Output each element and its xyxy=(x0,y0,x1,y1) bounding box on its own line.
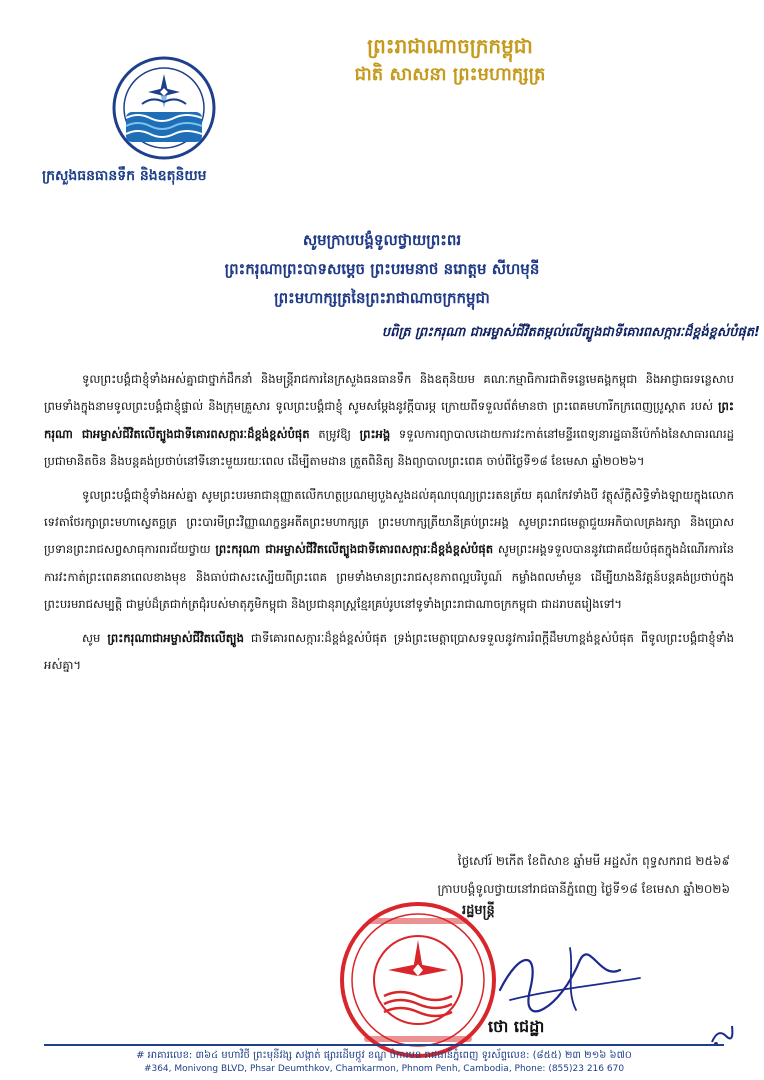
ministry-logo xyxy=(112,56,216,160)
footer-address-en: #364, Monivong BLVD, Phsar Deumthkov, Chamkarmon, Phnom Penh, Cambodia, Phone: (855)23 216 670 xyxy=(143,1064,625,1074)
p1-bold-2: ព្រះអង្គ xyxy=(359,426,391,441)
p3-bold: ព្រះករុណាជាអម្ចាស់ជីវិតលើត្បូង xyxy=(107,630,244,645)
salutation: បពិត្រ ព្រះករុណា ជាអម្ចាស់ជីវិតតម្កល់លើត្បូងជាទីគោរពសក្ការៈដ៏ខ្ពង់ខ្ពស់បំផុត! xyxy=(381,325,760,340)
body-paragraph-2 xyxy=(44,482,734,619)
footer-divider xyxy=(44,1044,724,1046)
p1-bold-1: ព្រះករុណា ជាអម្ចាស់ជីវិតលើត្បូងជាទីគោរពសក្ការៈដ៏ខ្ពង់ខ្ពស់បំផុត xyxy=(44,399,734,441)
footer-address-kh: # អាគារលេខ: ៣៦៤ មហាវិថី ព្រះមុនីវង្ស សង្កាត់ ផ្សារដើមថ្កូវ ខណ្ឌ ចំការមន រាជធានីភ្នំពេញ ទូរស័ព្ទលេខ: (៨៥៥) ២៣ ២១៦ ៦៧០ xyxy=(136,1050,632,1061)
p3-text-a: សូម xyxy=(82,630,108,645)
handwritten-signature xyxy=(470,920,660,1030)
heading-line-2: ព្រះករុណាព្រះបាទសម្តេច ព្រះបរមនាថ នរោត្តម សីហមុនី xyxy=(224,260,540,278)
kingdom-title: ព្រះរាជាណាចក្រកម្ពុជា xyxy=(367,34,533,58)
p3-text-c: ជាទីគោរពសក្ការៈដ៏ខ្ពង់ខ្ពស់បំផុត ទ្រង់ព្រះមេត្តាប្រោសទទួលនូវការរំពក្តីដឹមហាខ្ពង់ខ្ពស់បំផុត ពីទូលព្រះបង្គំជាខ្ញុំទាំងអស់គ្នា។ xyxy=(44,630,734,673)
p2-text-c: សូមព្រះអង្គទទួលបាននូវជោគជ័យបំផុតក្នុងដំណើរការនៃការវះកាត់ព្រះពេគនាពេលខាងមុខ និងធាប់ជាសះស្បើយពីព្រះពេគ ព្រមទាំងមានព្រះរាជសុខភាពល្អបរិបូណ៍ កម្លាំងពលមាំមួន ដើម្បីយាងនិវត្តន៍បន្តគង់ប្រថាប់ក្នុងព្រះបរមរាជសម្បត្តិ ជាម្លប់ដ៏ត្រជាក់ត្រជុំរបស់មាតុភូមិកម្ពុជា និងប្រជានុរាស្ត្រខ្មែរគ្រប់រូបនៅទូទាំងព្រះរាជាណាចក្រកម្ពុជា ជាដរាបតរៀងទៅ។ xyxy=(44,542,735,612)
body-paragraph-3 xyxy=(44,625,734,680)
heading-line-1: សូមក្រាបបង្គំទូលថ្វាយព្រះពរ xyxy=(302,231,462,249)
letter-body xyxy=(44,366,734,679)
p1-text-c: តម្រូវឱ្យ xyxy=(309,426,360,441)
national-motto: ជាតិ សាសនា ព្រះមហាក្សត្រ xyxy=(354,64,546,85)
p1-text-d: ទទួលការព្យាបាលដោយការវះកាត់នៅមន្ទីរពេទ្យនារដ្ឋធានីប៉េកាំងនៃសាធារណរដ្ឋប្រជាមានិតចិន និងបន្តគង់ប្រថាប់នៅទីនោះមួយរយៈពេល ដើម្បីតាមដាន ត្រួតពិនិត្យ និងព្យាបាលព្រះពេគ ចាប់ពីថ្ងៃទី១៨ ខែមេសា ឆ្នាំ២០២៦។ xyxy=(44,426,734,469)
heading-line-3: ព្រះមហាក្សត្រនៃព្រះរាជាណាចក្រកម្ពុជា xyxy=(274,289,490,307)
lunar-date: ថ្ងៃសៅរ៍ ២កើត ខែពិសាខ ឆ្នាំមមី អដ្ឋស័ក ពុទ្ធសករាជ ២៥៦៩ xyxy=(457,854,730,868)
letter-heading xyxy=(70,226,694,313)
p1-text-a: ទូលព្រះបង្គំជាខ្ញុំទាំងអស់គ្នាជាថ្នាក់ដឹកនាំ និងមន្ត្រីរាជការនៃក្រសួងធនធានទឹក និងឧតុនិយម គណៈកម្មាធិការជាតិទន្លេមេគង្គកម្ពុជា និងអាជ្ញាធរទន្លេសាប ព្រមទាំងក្នុងនាមទូលព្រះបង្គំជាខ្ញុំផ្ទាល់ និងក្រុមគ្រួសារ ទូលព្រះបង្គំជាខ្ញុំ សូមសម្តែងនូវក្តីបារម្ភ ក្រោយពីទទួលព័ត៌មានថា ព្រះពេគមហារីកក្រពេញប្រូស្តាត របស់ xyxy=(44,372,734,414)
ministry-name: ក្រសួងធនធានទឹក និងឧតុនិយម xyxy=(42,168,207,184)
minister-name: ថោ ជេដ្ឋា xyxy=(488,1017,545,1036)
body-paragraph-1 xyxy=(44,366,734,476)
p2-bold-1: ព្រះករុណា ជាអម្ចាស់ជីវិតលើត្បូងជាទីគោរពសក្ការៈដ៏ខ្ពង់ខ្ពស់បំផុត xyxy=(215,542,494,557)
place-date: ក្រាបបង្គំទូលថ្វាយនៅរាជធានីភ្នំពេញ ថ្ងៃទី១៨ ខែមេសា ឆ្នាំ២០២៦ xyxy=(437,882,730,896)
p2-text-a: ទូលព្រះបង្គំជាខ្ញុំទាំងអស់គ្នា សូមព្រះបរមរាជានុញ្ញាតលើកហត្ថប្រណម្យបួងសួងដល់គុណបុណ្យព្រះរតនត្រ័យ គុណកែវទាំងបី វត្ថុស័ក្តិសិទ្ធិទាំងឡាយក្នុងលោក ទេវតាថែរក្សាព្រះមហាស្វេតច្ឆត្រ ព្រះបារមីព្រះវិញ្ញាណក្ខន្ធអតីតព្រះមហាក្សត្រ ព្រះមហាក្សត្រីយានីគ្រប់ព្រះអង្គ សូមព្រះរាជមេត្តាជួយអភិបាលគ្រងរក្សា និងប្រោសប្រទានព្រះរាជសព្វសាធុការពរជ័យថ្វាយ xyxy=(44,487,734,557)
minister-title: រដ្ឋមន្ត្រី xyxy=(462,903,495,918)
